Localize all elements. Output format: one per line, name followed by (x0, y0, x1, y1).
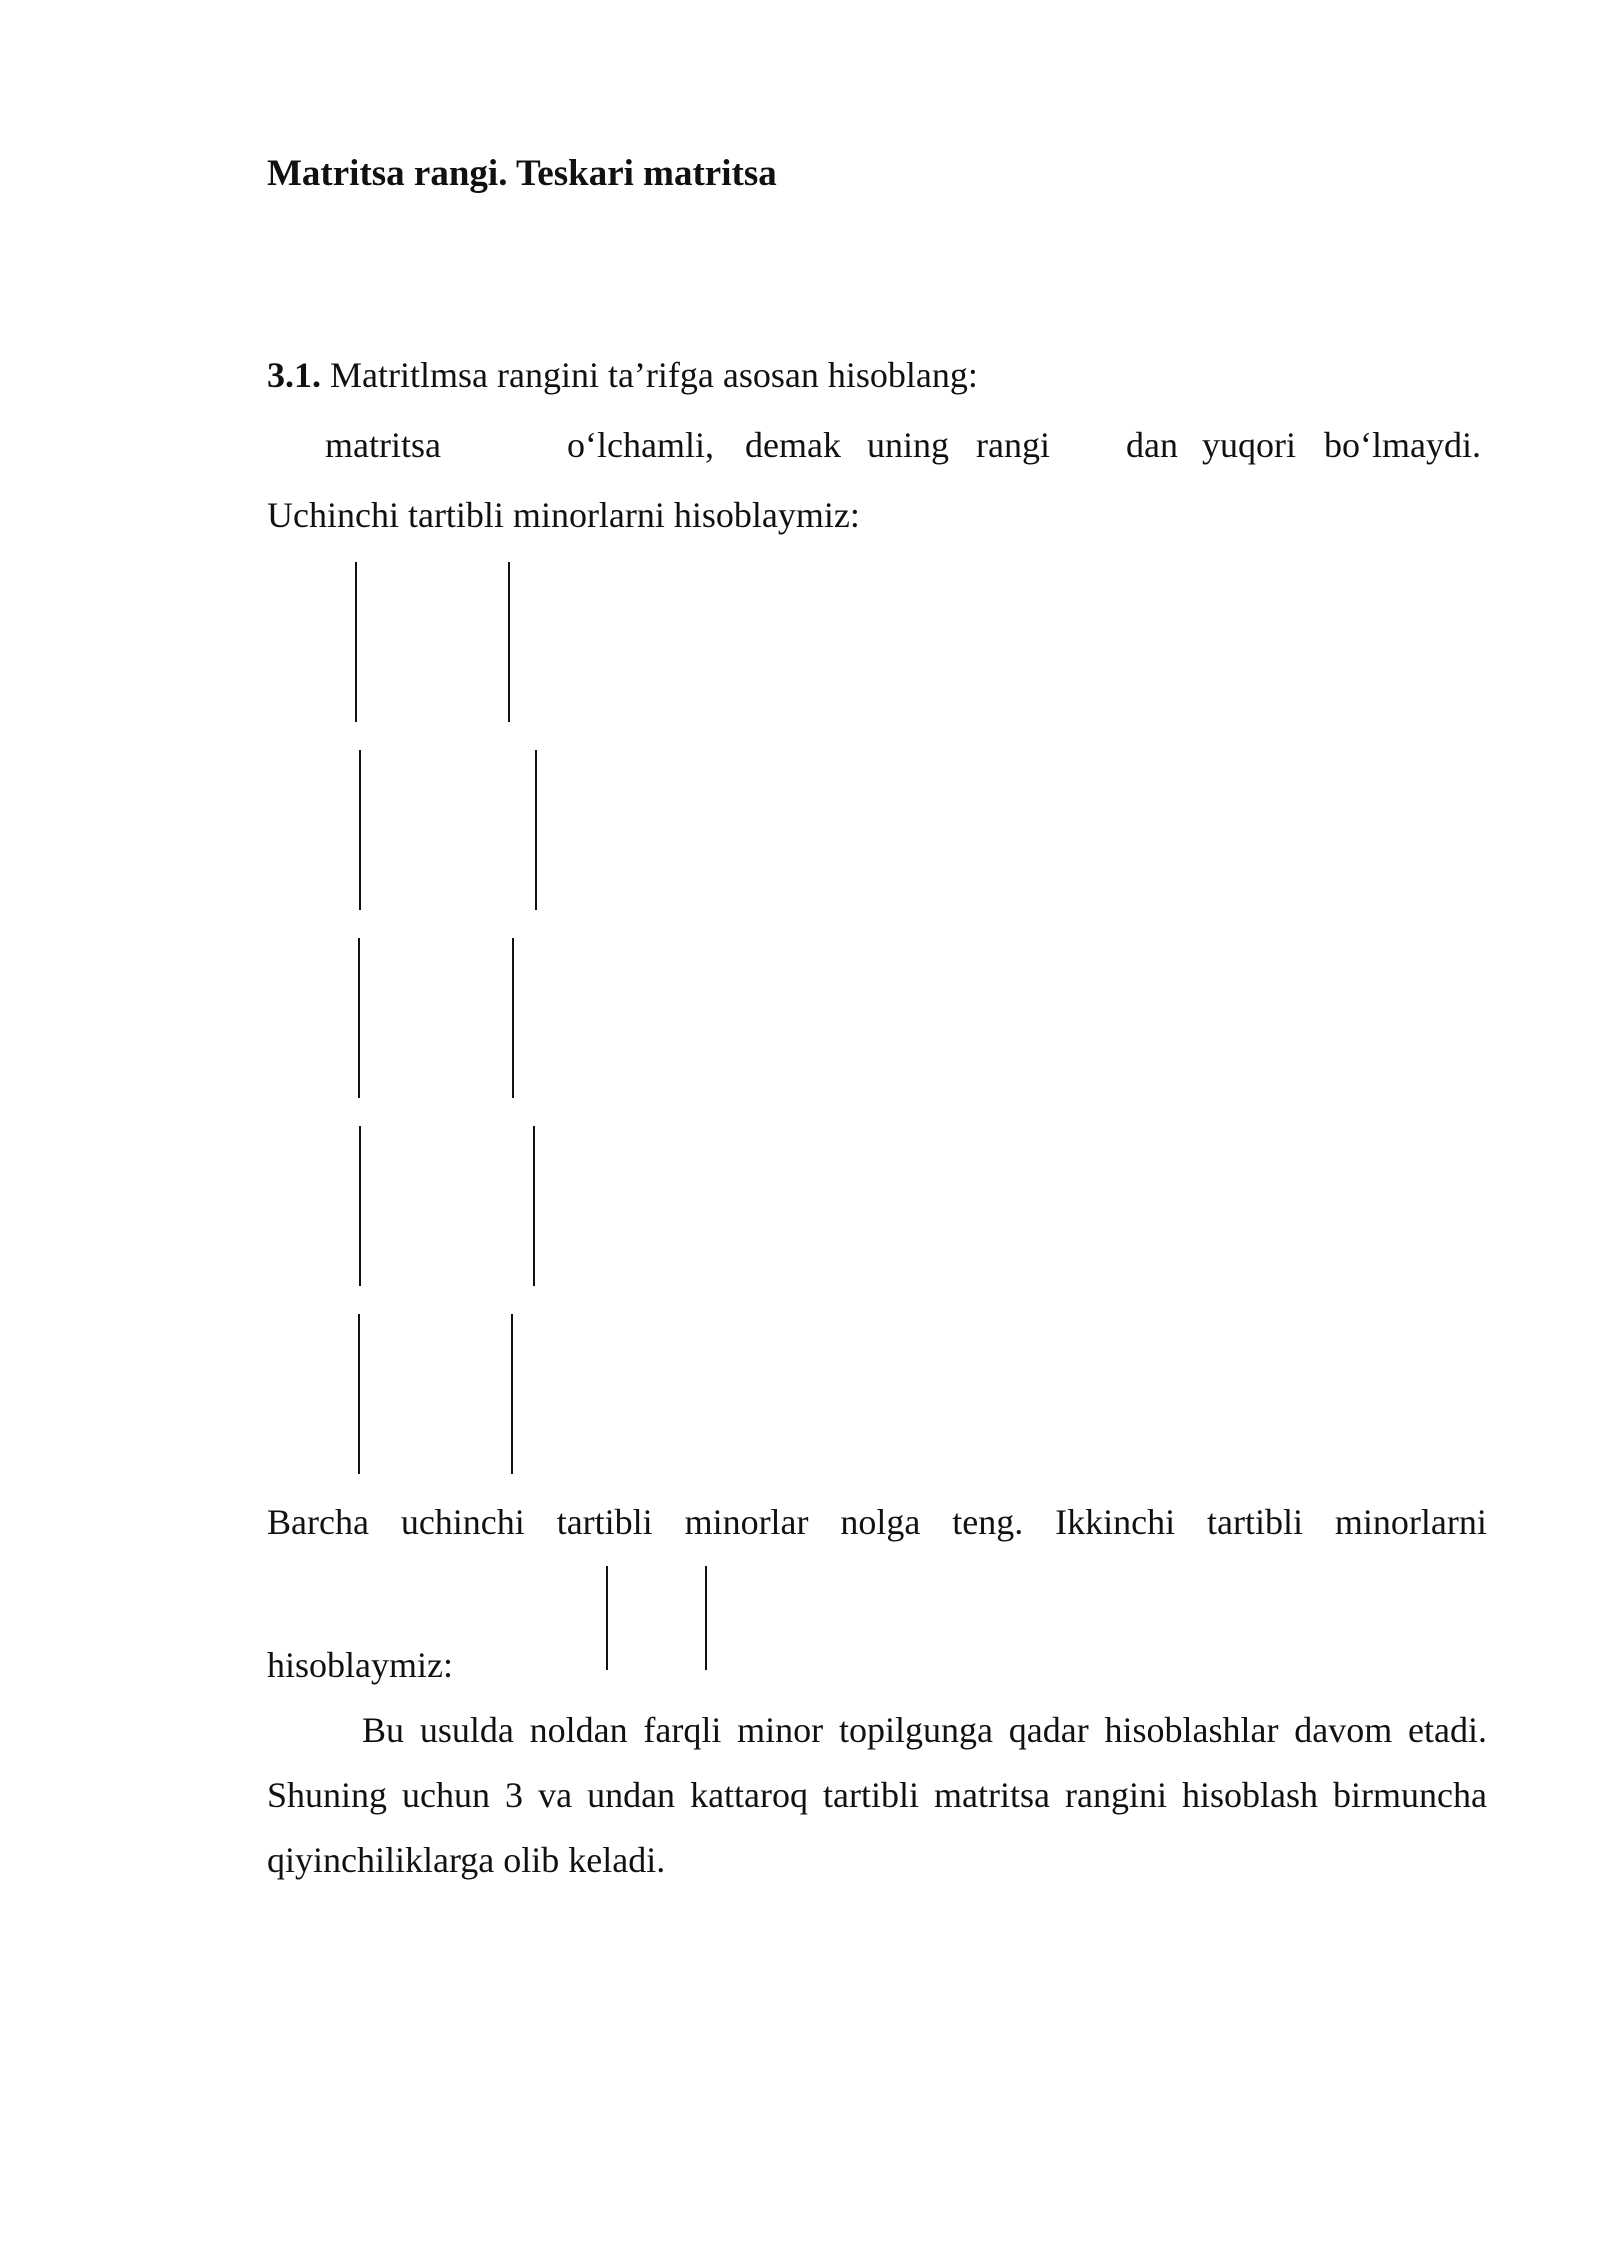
line4-word-5: nolga (840, 1502, 921, 1542)
determinant-1-left-bar (355, 562, 357, 722)
line2-word-5: rangi (976, 425, 1050, 465)
exercise-number: 3.1. (267, 355, 321, 395)
determinant-4-left-bar (359, 1126, 361, 1286)
line4 (267, 1500, 1487, 1544)
line4-word-7: Ikkinchi (1055, 1502, 1176, 1542)
line2-word-1: matritsa (325, 425, 441, 465)
line3: Uchinchi tartibli minorlarni hisoblaymiz: (267, 495, 860, 535)
determinant-5-right-bar (511, 1314, 513, 1474)
line4-word-6: teng. (952, 1502, 1024, 1542)
determinant-2-left-bar (359, 750, 361, 910)
determinant-6-right-bar (705, 1566, 707, 1670)
line2-word-2: o‘lchamli, (567, 425, 714, 465)
para2-line-1-text: Bu usulda noldan farqli minor topilgunga qadar hisoblashlar davom etadi. (362, 1710, 1487, 1750)
determinant-6-left-bar (606, 1566, 608, 1670)
line4-word-1: Barcha (267, 1502, 369, 1542)
line2-word-3: demak (745, 425, 841, 465)
determinant-5-left-bar (358, 1314, 360, 1474)
line2-word-6: dan (1126, 425, 1178, 465)
line2-word-4: uning (867, 425, 950, 465)
determinant-3-right-bar (512, 938, 514, 1098)
para2-line-2 (267, 1773, 1487, 1817)
determinant-2-right-bar (535, 750, 537, 910)
para2-line-3: qiyinchiliklarga olib keladi. (267, 1840, 666, 1880)
page-title: Matritsa rangi. Teskari matritsa (267, 153, 777, 194)
line5: hisoblaymiz: (267, 1645, 453, 1685)
determinant-4-right-bar (533, 1126, 535, 1286)
line4-word-3: tartibli (556, 1502, 653, 1542)
line4-word-4: minorlar (684, 1502, 809, 1542)
line4-word-9: minorlarni (1334, 1502, 1487, 1542)
line4-word-8: tartibli (1207, 1502, 1304, 1542)
exercise-line (267, 353, 978, 397)
line2-word-7: yuqori (1202, 425, 1296, 465)
para2-line-1 (362, 1708, 1487, 1752)
para2-line-2-text: Shuning uchun 3 va undan kattaroq tartibli matritsa rangini hisoblash birmuncha (267, 1775, 1487, 1815)
line4-word-2: uchinchi (400, 1502, 525, 1542)
determinant-3-left-bar (358, 938, 360, 1098)
line2-word-8: bo‘lmaydi. (1324, 425, 1481, 465)
determinant-1-right-bar (508, 562, 510, 722)
exercise-statement: Matritlmsa rangini ta’rifga asosan hisoblang: (330, 355, 978, 395)
